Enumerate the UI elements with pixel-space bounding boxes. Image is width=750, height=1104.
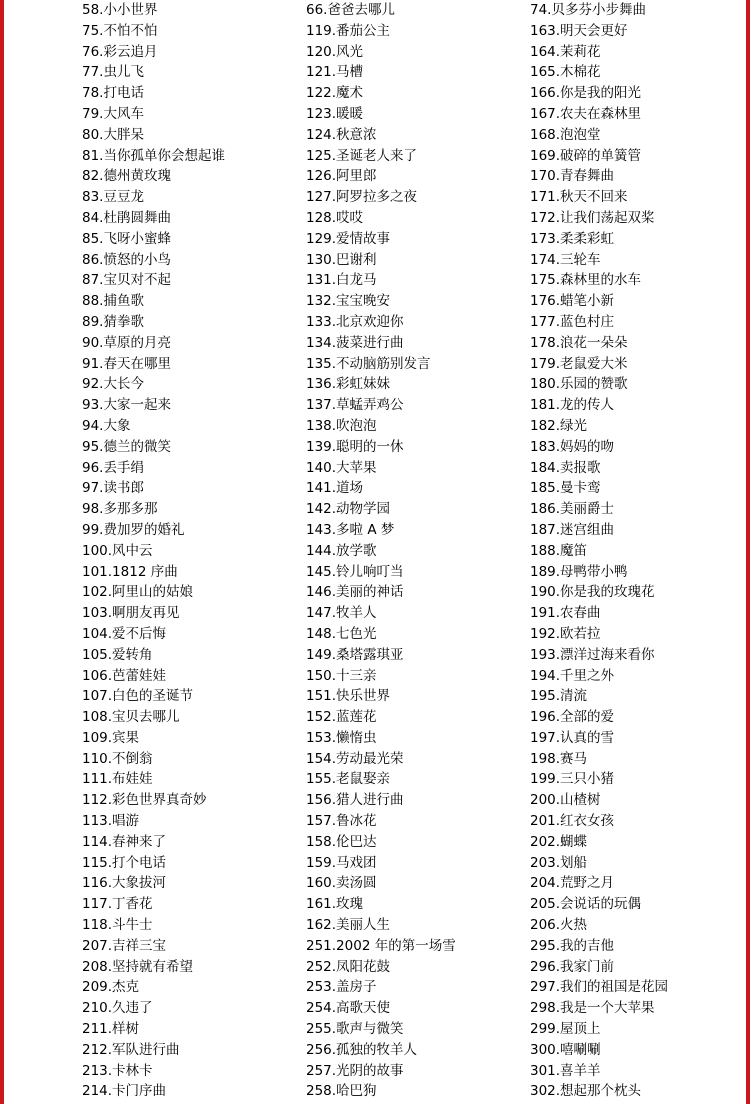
song-item: 146.美丽的神话 [306,584,404,601]
song-item: 126.阿里郎 [306,168,377,185]
song-item: 153.懒惰虫 [306,729,377,746]
song-item: 193.漂洋过海来看你 [530,646,655,663]
song-item: 214.卡门序曲 [82,1083,167,1100]
song-list-column-3 [530,0,750,1102]
song-item: 114.春神来了 [82,833,167,850]
song-item: 103.啊朋友再见 [82,605,180,622]
song-item: 85.飞呀小蜜蜂 [82,230,171,247]
song-item: 131.白龙马 [306,272,377,289]
song-item: 168.泡泡堂 [530,126,601,143]
song-item: 301.喜羊羊 [530,1062,601,1079]
song-item: 159.马戏团 [306,854,377,871]
song-item: 213.卡林卡 [82,1062,153,1079]
song-item: 179.老鼠爱大米 [530,355,628,372]
song-item: 297.我们的祖国是花园 [530,979,669,996]
song-item: 200.山楂树 [530,792,601,809]
song-item: 94.大象 [82,417,131,434]
song-item: 134.菠菜进行曲 [306,334,404,351]
song-item: 172.让我们荡起双桨 [530,209,655,226]
song-item: 120.风光 [306,43,364,60]
song-item: 180.乐园的赞歌 [530,376,628,393]
song-item: 105.爱转角 [82,646,153,663]
song-item: 143.多啦 A 梦 [306,521,395,538]
song-item: 79.大风车 [82,105,144,122]
song-item: 299.屋顶上 [530,1021,601,1038]
song-item: 256.孤独的牧羊人 [306,1041,418,1058]
song-item: 78.打电话 [82,85,144,102]
song-item: 152.蓝莲花 [306,709,377,726]
song-item: 76.彩云追月 [82,43,158,60]
song-item: 192.欧若拉 [530,625,601,642]
song-item: 58.小小世界 [82,2,158,18]
song-item: 209.杰克 [82,979,140,996]
song-item: 166.你是我的阳光 [530,85,642,102]
song-item: 91.春天在哪里 [82,355,171,372]
song-item: 150.十三亲 [306,667,377,684]
song-item: 171.秋天不回来 [530,189,628,206]
song-item: 163.明天会更好 [530,22,628,39]
song-item: 124.秋意浓 [306,126,377,143]
song-item: 211.样树 [82,1021,140,1038]
song-item: 113.唱游 [82,813,140,830]
left-border [0,0,4,1104]
song-item: 182.绿光 [530,417,588,434]
song-item: 158.伦巴达 [306,833,377,850]
song-item: 170.青春舞曲 [530,168,615,185]
song-item: 186.美丽爵士 [530,501,615,518]
song-item: 201.红衣女孩 [530,813,615,830]
song-item: 66.爸爸去哪儿 [306,2,395,18]
song-item: 147.牧羊人 [306,605,377,622]
song-item: 252.凤阳花鼓 [306,958,391,975]
song-item: 157.鲁冰花 [306,813,377,830]
song-item: 173.柔柔彩虹 [530,230,615,247]
song-item: 117.丁香花 [82,896,153,913]
song-item: 111.布娃娃 [82,771,153,788]
song-item: 122.魔术 [306,85,364,102]
song-item: 84.杜鹃圆舞曲 [82,209,171,226]
song-item: 135.不动脑筋别发言 [306,355,431,372]
song-item: 83.豆豆龙 [82,189,144,206]
song-list-column-2 [306,0,526,1102]
song-item: 125.圣诞老人来了 [306,147,418,164]
song-item: 107.白色的圣诞节 [82,688,194,705]
song-item: 169.破碎的单簧管 [530,147,642,164]
song-item: 144.放学歌 [306,542,377,559]
song-item: 136.彩虹妹妹 [306,376,391,393]
song-item: 127.阿罗拉多之夜 [306,189,418,206]
song-item: 81.当你孤单你会想起谁 [82,147,225,164]
song-item: 204.荒野之月 [530,875,615,892]
song-item: 102.阿里山的姑娘 [82,584,194,601]
song-item: 208.坚持就有希望 [82,958,194,975]
song-item: 118.斗牛士 [82,917,153,934]
song-item: 300.嘻唰唰 [530,1041,601,1058]
song-item: 88.捕鱼歌 [82,293,144,310]
song-item: 101.1812 序曲 [82,563,178,580]
song-item: 115.打个电话 [82,854,167,871]
song-item: 151.快乐世界 [306,688,391,705]
song-item: 254.高歌天使 [306,1000,391,1017]
song-item: 93.大家一起来 [82,397,171,414]
song-item: 121.马槽 [306,64,364,81]
song-item: 184.卖报歌 [530,459,601,476]
song-item: 207.吉祥三宝 [82,937,167,954]
song-item: 110.不倒翁 [82,750,153,767]
song-item: 104.爱不后悔 [82,625,167,642]
song-item: 185.曼卡鸾 [530,480,601,497]
song-item: 149.桑塔露琪亚 [306,646,404,663]
song-item: 178.浪花一朵朵 [530,334,628,351]
song-item: 188.魔笛 [530,542,588,559]
song-item: 119.番茄公主 [306,22,391,39]
song-item: 128.哎哎 [306,209,364,226]
song-item: 106.芭蕾娃娃 [82,667,167,684]
song-item: 116.大象拔河 [82,875,167,892]
song-item: 210.久违了 [82,1000,153,1017]
song-item: 80.大胖呆 [82,126,144,143]
song-item: 129.爱情故事 [306,230,391,247]
song-item: 123.暖暖 [306,105,364,122]
song-item: 187.迷宫组曲 [530,521,615,538]
song-item: 90.草原的月亮 [82,334,171,351]
song-item: 87.宝贝对不起 [82,272,171,289]
song-item: 253.盖房子 [306,979,377,996]
song-item: 183.妈妈的吻 [530,438,615,455]
song-item: 198.赛马 [530,750,588,767]
song-item: 189.母鸭带小鸭 [530,563,628,580]
song-item: 142.动物学园 [306,501,391,518]
song-item: 100.风中云 [82,542,153,559]
song-item: 174.三轮车 [530,251,601,268]
song-item: 212.军队进行曲 [82,1041,180,1058]
song-item: 295.我的吉他 [530,937,615,954]
song-item: 197.认真的雪 [530,729,615,746]
song-item: 298.我是一个大苹果 [530,1000,655,1017]
song-item: 161.玫瑰 [306,896,364,913]
song-item: 257.光阴的故事 [306,1062,404,1079]
song-item: 203.划船 [530,854,588,871]
song-item: 141.道场 [306,480,364,497]
song-item: 89.猜拳歌 [82,313,144,330]
song-item: 206.火热 [530,917,588,934]
song-item: 258.哈巴狗 [306,1083,377,1100]
song-item: 177.蓝色村庄 [530,313,615,330]
song-item: 82.德州黄玫瑰 [82,168,171,185]
song-item: 95.德兰的微笑 [82,438,171,455]
song-item: 255.歌声与微笑 [306,1021,404,1038]
song-list-column-1 [82,0,302,1102]
song-item: 148.七色光 [306,625,377,642]
song-item: 109.宾果 [82,729,140,746]
song-item: 176.蜡笔小新 [530,293,615,310]
song-item: 194.千里之外 [530,667,615,684]
song-item: 251.2002 年的第一场雪 [306,937,456,954]
song-item: 167.农夫在森林里 [530,105,642,122]
song-item: 130.巴谢利 [306,251,377,268]
song-item: 155.老鼠娶亲 [306,771,391,788]
song-item: 165.木棉花 [530,64,601,81]
song-item: 112.彩色世界真奇妙 [82,792,207,809]
song-item: 138.吹泡泡 [306,417,377,434]
song-item: 296.我家门前 [530,958,615,975]
song-item: 97.读书郎 [82,480,144,497]
song-item: 140.大苹果 [306,459,377,476]
song-item: 98.多那多那 [82,501,158,518]
song-item: 96.丢手绢 [82,459,144,476]
song-item: 75.不怕不怕 [82,22,158,39]
song-item: 132.宝宝晚安 [306,293,391,310]
song-item: 145.铃儿响叮当 [306,563,404,580]
song-item: 156.猎人进行曲 [306,792,404,809]
song-item: 164.茉莉花 [530,43,601,60]
song-item: 202.蝴蝶 [530,833,588,850]
song-item: 191.农春曲 [530,605,601,622]
song-item: 154.劳动最光荣 [306,750,404,767]
song-item: 205.会说话的玩偶 [530,896,642,913]
song-item: 108.宝贝去哪儿 [82,709,180,726]
song-item: 133.北京欢迎你 [306,313,404,330]
song-item: 86.愤怒的小鸟 [82,251,171,268]
song-item: 92.大长今 [82,376,144,393]
song-item: 195.清流 [530,688,588,705]
song-item: 175.森林里的水车 [530,272,642,289]
song-item: 181.龙的传人 [530,397,615,414]
song-item: 302.想起那个枕头 [530,1083,642,1100]
song-item: 190.你是我的玫瑰花 [530,584,655,601]
song-item: 77.虫儿飞 [82,64,144,81]
song-item: 196.全部的爱 [530,709,615,726]
song-item: 160.卖汤圆 [306,875,377,892]
song-item: 162.美丽人生 [306,917,391,934]
song-item: 199.三只小猪 [530,771,615,788]
song-item: 99.费加罗的婚礼 [82,521,185,538]
song-item: 74.贝多芬小步舞曲 [530,2,646,18]
song-item: 137.草蜢弄鸡公 [306,397,404,414]
song-item: 139.聪明的一休 [306,438,404,455]
